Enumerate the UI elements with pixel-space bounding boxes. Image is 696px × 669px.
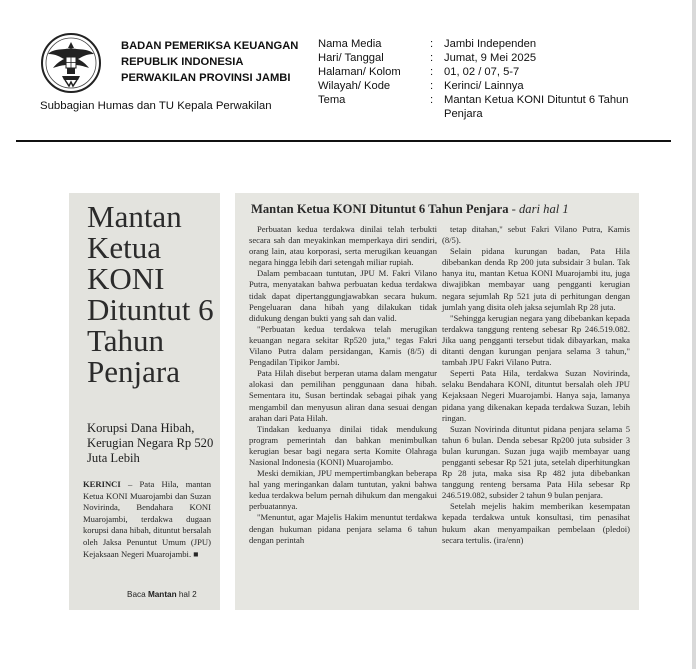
meta-label: Hari/ Tanggal [318,52,384,64]
paragraph: tetap ditahan," sebut Fakri Vilano Putra, Kamis (8/5). [442,224,630,246]
garuda-emblem-icon [40,30,102,96]
paragraph: Pata Hilah disebut berperan utama dalam mengatur alokasi dan pemilihan penggunaan dana hibah. Sementara itu, Susan bertindak sebagai pihak yang mengambil dan menyusun aliran dana sesuai dengan arahan dari Pata Hilah. [249,368,437,423]
subdivision-name: Subbagian Humas dan TU Kepala Perwakilan [40,100,272,112]
paragraph: Dalam pembacaan tuntutan, JPU M. Fakri Vilano Putra, menyatakan bahwa perbuatan kedua terdakwa tidak dapat dipertanggungjawabkan secara hukum. Pengeluaran dana hibah yang dilakukan tidak didukung dengan bukti yang sah dan valid. [249,268,437,323]
paragraph: Perbuatan kedua terdakwa dinilai telah terbukti secara sah dan meyakinkan memperkaya diri sendiri, orang lain, atau korporasi, serta merugikan keuangan negara hingga lebih dari setengah miliar rupiah. [249,224,437,268]
clipping-subheadline: Korupsi Dana Hibah, Kerugian Negara Rp 520 Juta Lebih [87,421,214,465]
meta-value: Kerinci/ Lainnya [444,80,524,92]
meta-value: Mantan Ketua KONI Dituntut 6 Tahun Penjara [444,94,629,120]
organization-name [121,38,298,86]
continued-prefix: Baca [127,590,148,599]
org-line: REPUBLIK INDONESIA [121,56,244,68]
paragraph: Setelah mejelis hakim memberikan kesempatan kepada terdakwa untuk konsultasi, tim penasihat hukum akan menyampaikan pembelaan (pledoi) secara tertulis. (ira/enn) [442,501,630,545]
media-metadata [318,37,656,121]
continuation-headline [251,201,635,217]
org-line: PERWAKILAN PROVINSI JAMBI [121,72,291,84]
meta-value: Jumat, 9 Mei 2025 [444,52,537,64]
meta-row-theme [318,93,656,121]
article-column-2 [442,224,630,546]
meta-row-region [318,79,656,93]
paragraph: "Menuntut, agar Majelis Hakim menuntut terdakwa dengan hukuman pidana penjara selama 6 tahun dengan perintah [249,512,437,545]
meta-separator: : [430,52,434,64]
from-page-note: - dari hal 1 [508,202,569,216]
meta-value: 01, 02 / 07, 5-7 [444,66,520,78]
paragraph: Meski demikian, JPU mempertimbangkan beberapa hal yang meringankan dalam tuntutan, yakni bahwa kedua terdakwa belum pernah dihukum dan mengakui perbuatannya. [249,468,437,512]
headline-text: Mantan Ketua KONI Dituntut 6 Tahun Penjara [251,202,509,216]
meta-separator: : [430,80,434,92]
paragraph: Selain pidana kurungan badan, Pata Hila dibebankan denda Rp 200 juta subsidair 3 bulan. Tak hanya itu, mantan Ketua KONI Muarojambi itu, juga diwajibkan membayar uang pengganti kerugian negara sejumlah Rp 521 juta di perhitungan dengan jumlah yang disita oleh jaksa sejumlah Rp 28 juta. [442,246,630,312]
clipping-headline: Mantan Ketua KONI Dituntut 6 Tahun Penjara [87,199,214,389]
continued-keyword: Mantan [147,590,177,599]
paragraph: Tindakan keduanya dinilai tidak mendukung program pemerintah dan bahkan menimbulkan kerugian besar bagi negara serta Komite Olahraga Nasional Indonesia (KONI) Muarojambo. [249,423,437,467]
page-edge [692,0,696,669]
meta-label: Wilayah/ Kode [318,80,391,92]
front-page-clipping [69,193,220,610]
clipping-lead-paragraph [83,479,211,560]
paragraph: Suzan Novirinda dituntut pidana penjara selama 5 tahun 6 bulan. Denda sebesar Rp200 juta subsider 3 bulan kurungan. Suzan juga wajib membayar uang pengganti sebesar Rp 521 juta, setelah diperhitungkan Rp 28 juta, maka sisa Rp 482 juta dibebankan tanggung renteng bersama Pata Hila sebesar Rp 246.519.082, subsider 2 tahun 9 bulan penjara. [442,423,630,501]
lead-text: – Pata Hila, mantan Ketua KONI Muarojambi dan Suzan Novirinda, Bendahara KONI Muarojambi, terdakwa dugaan korupsi dana hibah, dituntut bersalah oleh Jaksa Penuntut Umum (JPU) Kejaksaan Negeri Muarojambi. ■ [83,479,211,559]
dateline: KERINCI [83,479,121,489]
meta-value: Jambi Independen [444,38,537,50]
meta-separator: : [430,66,434,78]
paragraph: Seperti Pata Hila, terdakwa Suzan Novirinda, selaku Bendahara KONI, dituntut bersalah oleh JPU Kejaksaan Negeri Muarojambi. Hanya saja, lamanya pidana yang dikenakan kepada terdakwa Suzan, lebih ringan. [442,368,630,423]
meta-row-date [318,51,656,65]
org-line: BADAN PEMERIKSA KEUANGAN [121,40,299,52]
continuation-clipping [235,193,639,610]
meta-row-page [318,65,656,79]
article-column-1 [249,224,437,546]
meta-label: Tema [318,94,346,106]
meta-label: Halaman/ Kolom [318,66,401,78]
paragraph: "Perbuatan kedua terdakwa telah merugikan keuangan negara sekitar Rp520 juta," tegas Fakri Vilano Putra dalam persidangan, Kamis (8/5) di Pengadilan Tipikor Jambi. [249,323,437,368]
meta-separator: : [430,94,434,106]
header-divider [16,140,671,142]
continued-reference [127,590,197,599]
continued-suffix: hal 2 [176,590,197,599]
paragraph: "Sehingga kerugian negara yang dibebankan kepada terdakwa tanggung renteng sebesar Rp 246.519.082. Jika uang pengganti tersebut tidak dibayarkan, maka ditanti dengan kurungan penjara selama 3 tahun," tambah JPU Fakri Vilano Putra. [442,312,630,368]
meta-row-media [318,37,656,51]
meta-separator: : [430,38,434,50]
meta-label: Nama Media [318,38,382,50]
